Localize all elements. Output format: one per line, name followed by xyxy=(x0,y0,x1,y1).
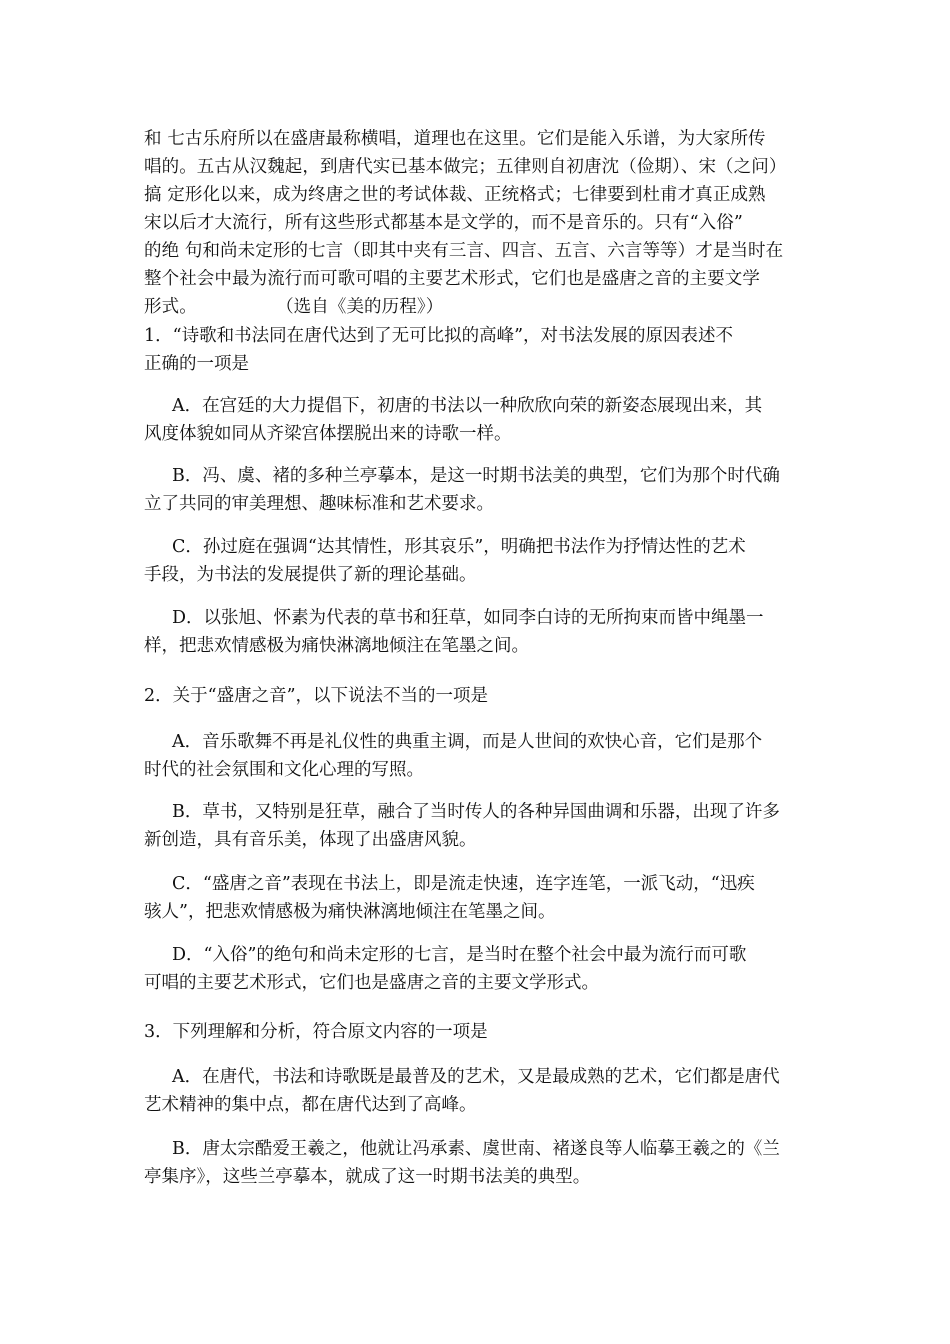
question-1-option-d xyxy=(144,604,820,660)
option-line: B．冯、虞、褚的多种兰亭摹本，是这一时期书法美的典型，它们为那个时代确 xyxy=(172,466,780,486)
question-1-stem xyxy=(144,322,820,378)
stem-line: 2．关于“盛唐之音”，以下说法不当的一项是 xyxy=(144,686,489,706)
question-3-stem xyxy=(144,1018,820,1046)
question-1-option-c xyxy=(144,533,820,589)
passage-line: 整个社会中最为流行而可歌可唱的主要艺术形式，它们也是盛唐之音的主要文学 xyxy=(144,269,760,289)
option-line: 风度体貌如同从齐梁宫体摆脱出来的诗歌一样。 xyxy=(144,424,512,444)
question-1-option-a xyxy=(144,392,820,448)
question-2-option-b xyxy=(144,798,820,854)
option-line: B．草书，又特别是狂草，融合了当时传人的各种异国曲调和乐器，出现了许多 xyxy=(172,802,780,822)
option-line: A．音乐歌舞不再是礼仪性的典重主调，而是人世间的欢快心音，它们是那个 xyxy=(172,732,763,752)
option-line: 新创造，具有音乐美，体现了出盛唐风貌。 xyxy=(144,830,477,850)
question-3-option-b xyxy=(144,1135,820,1191)
question-2-option-c xyxy=(144,870,820,926)
stem-line: 3．下列理解和分析，符合原文内容的一项是 xyxy=(144,1022,488,1042)
option-line: A．在唐代，书法和诗歌既是最普及的艺术，又是最成熟的艺术，它们都是唐代 xyxy=(172,1067,780,1087)
option-line: 立了共同的审美理想、趣味标准和艺术要求。 xyxy=(144,494,494,514)
option-line: 时代的社会氛围和文化心理的写照。 xyxy=(144,760,424,780)
option-line: 手段，为书法的发展提供了新的理论基础。 xyxy=(144,565,477,585)
option-line: D．以张旭、怀素为代表的草书和狂草，如同李白诗的无所拘束而皆中绳墨一 xyxy=(172,608,764,628)
option-line: D．“入俗”的绝句和尚未定形的七言，是当时在整个社会中最为流行而可歌 xyxy=(172,945,747,965)
passage-text xyxy=(144,125,820,321)
passage-line: 和 七古乐府所以在盛唐最称横唱，道理也在这里。它们是能入乐谱，为大家所传 xyxy=(144,129,766,149)
stem-line: 正确的一项是 xyxy=(144,354,249,374)
option-line: C．“盛唐之音”表现在书法上，即是流走快速，连字连笔，一派飞动，“迅疾 xyxy=(172,874,755,894)
stem-line: 1．“诗歌和书法同在唐代达到了无可比拟的高峰”，对书法发展的原因表述不 xyxy=(144,326,734,346)
question-2-stem xyxy=(144,682,820,710)
question-3-option-a xyxy=(144,1063,820,1119)
option-line: B．唐太宗酷爱王羲之，他就让冯承素、虞世南、褚遂良等人临摹王羲之的《兰 xyxy=(172,1139,780,1159)
option-line: C．孙过庭在强调“达其情性，形其哀乐”，明确把书法作为抒情达性的艺术 xyxy=(172,537,746,557)
passage-line: 的绝 句和尚未定形的七言（即其中夹有三言、四言、五言、六言等等）才是当时在 xyxy=(144,241,784,261)
option-line: 可唱的主要艺术形式，它们也是盛唐之音的主要文学形式。 xyxy=(144,973,599,993)
question-2-option-a xyxy=(144,728,820,784)
passage-line: 搞 定形化以来，成为终唐之世的考试体裁、正统格式；七律要到杜甫才真正成熟 xyxy=(144,185,766,205)
option-line: 骇人”，把悲欢情感极为痛快淋漓地倾注在笔墨之间。 xyxy=(144,902,556,922)
passage-line: 唱的。五古从汉魏起，到唐代实已基本做完；五律则自初唐沈（俭期）、宋（之问） xyxy=(144,157,787,177)
question-2-option-d xyxy=(144,941,820,997)
option-line: 亭集序》，这些兰亭摹本，就成了这一时期书法美的典型。 xyxy=(144,1167,591,1187)
passage-line xyxy=(144,293,820,321)
question-1-option-b xyxy=(144,462,820,518)
passage-last-line: 形式。 xyxy=(144,297,197,317)
passage-line: 宋以后才大流行，所有这些形式都基本是文学的，而不是音乐的。只有“入俗” xyxy=(144,213,743,233)
option-line: 样，把悲欢情感极为痛快淋漓地倾注在笔墨之间。 xyxy=(144,636,529,656)
option-line: A．在宫廷的大力提倡下，初唐的书法以一种欣欣向荣的新姿态展现出来，其 xyxy=(172,396,763,416)
passage-source: （选自《美的历程》） xyxy=(284,297,444,317)
option-line: 艺术精神的集中点，都在唐代达到了高峰。 xyxy=(144,1095,477,1115)
